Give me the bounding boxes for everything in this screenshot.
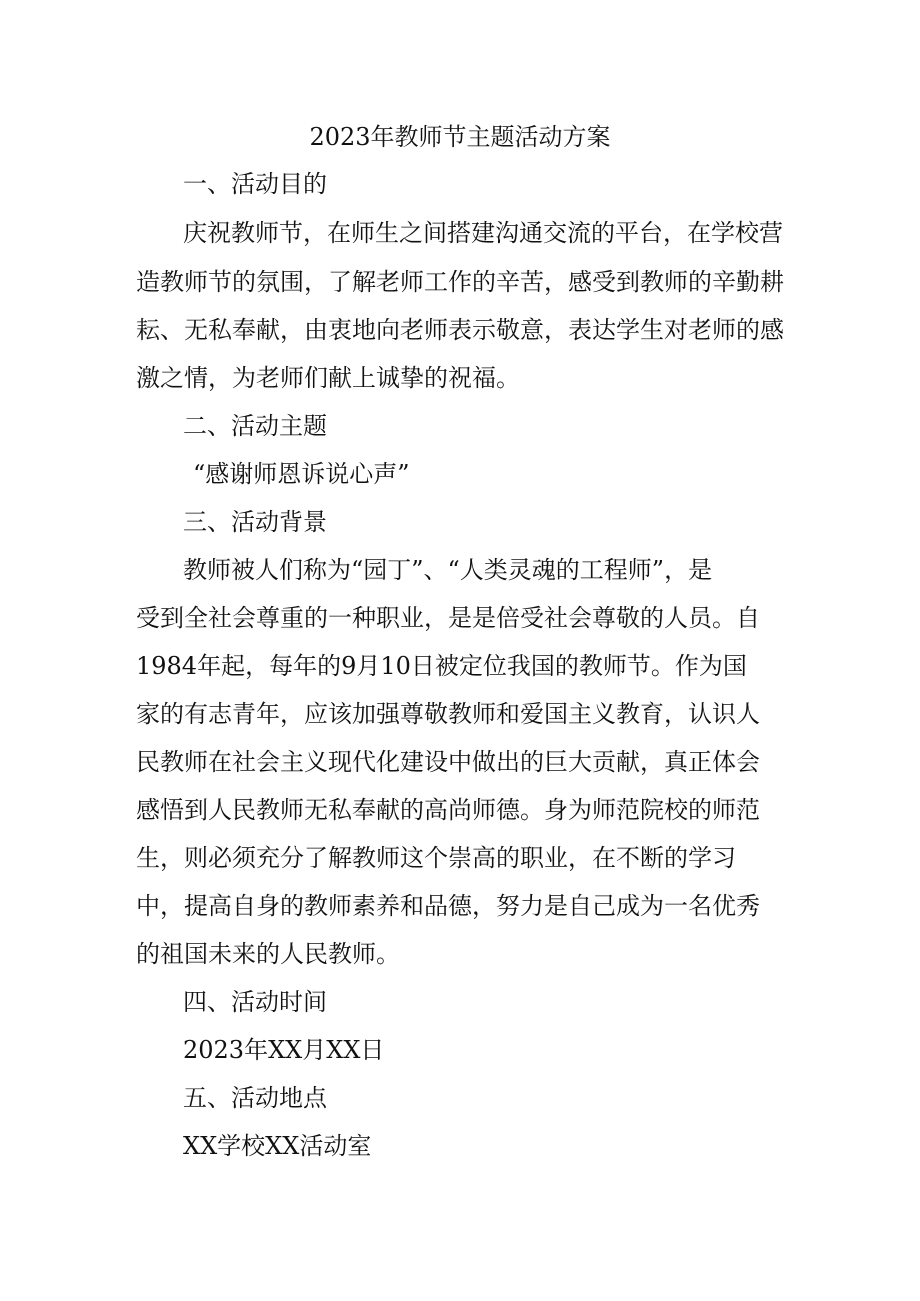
background-paragraph-line: 的祖国未来的人民教师。 bbox=[136, 940, 400, 968]
background-paragraph-line: 家的有志青年，应该加强尊敬教师和爱国主义教育，认识人 bbox=[136, 700, 760, 728]
purpose-paragraph-line: 造教师节的氛围，了解老师工作的辛苦，感受到教师的辛勤耕 bbox=[136, 268, 784, 296]
background-paragraph-line: 中，提高自身的教师素养和品德，努力是自己成为一名优秀 bbox=[136, 892, 760, 920]
section-heading-background: 三、活动背景 bbox=[183, 508, 327, 536]
section-heading-time: 四、活动时间 bbox=[183, 988, 327, 1016]
background-paragraph-line: 受到全社会尊重的一种职业，是是倍受社会尊敬的人员。自 bbox=[136, 604, 760, 632]
location-content: XX学校XX活动室 bbox=[183, 1132, 372, 1160]
background-paragraph-line: 感悟到人民教师无私奉献的高尚师德。身为师范院校的师范 bbox=[136, 796, 760, 824]
theme-content: “感谢师恩诉说心声” bbox=[193, 460, 410, 488]
background-paragraph-line: 1984年起，每年的9月10日被定位我国的教师节。作为国 bbox=[136, 652, 747, 680]
background-paragraph-line: 民教师在社会主义现代化建设中做出的巨大贡献，真正体会 bbox=[136, 748, 760, 776]
section-heading-purpose: 一、活动目的 bbox=[183, 170, 327, 198]
document-title: 2023年教师节主题活动方案 bbox=[309, 123, 611, 151]
background-paragraph-line: 生，则必须充分了解教师这个崇高的职业，在不断的学习 bbox=[136, 844, 736, 872]
section-heading-location: 五、活动地点 bbox=[183, 1084, 327, 1112]
purpose-paragraph-line: 激之情，为老师们献上诚挚的祝福。 bbox=[136, 364, 520, 392]
background-paragraph-line: 教师被人们称为“园丁”、“人类灵魂的工程师”，是 bbox=[183, 556, 713, 584]
section-heading-theme: 二、活动主题 bbox=[183, 412, 327, 440]
purpose-paragraph-line: 耘、无私奉献，由衷地向老师表示敬意，表达学生对老师的感 bbox=[136, 316, 784, 344]
purpose-paragraph-line: 庆祝教师节，在师生之间搭建沟通交流的平台，在学校营 bbox=[183, 219, 783, 247]
time-content: 2023年XX月XX日 bbox=[183, 1036, 385, 1064]
